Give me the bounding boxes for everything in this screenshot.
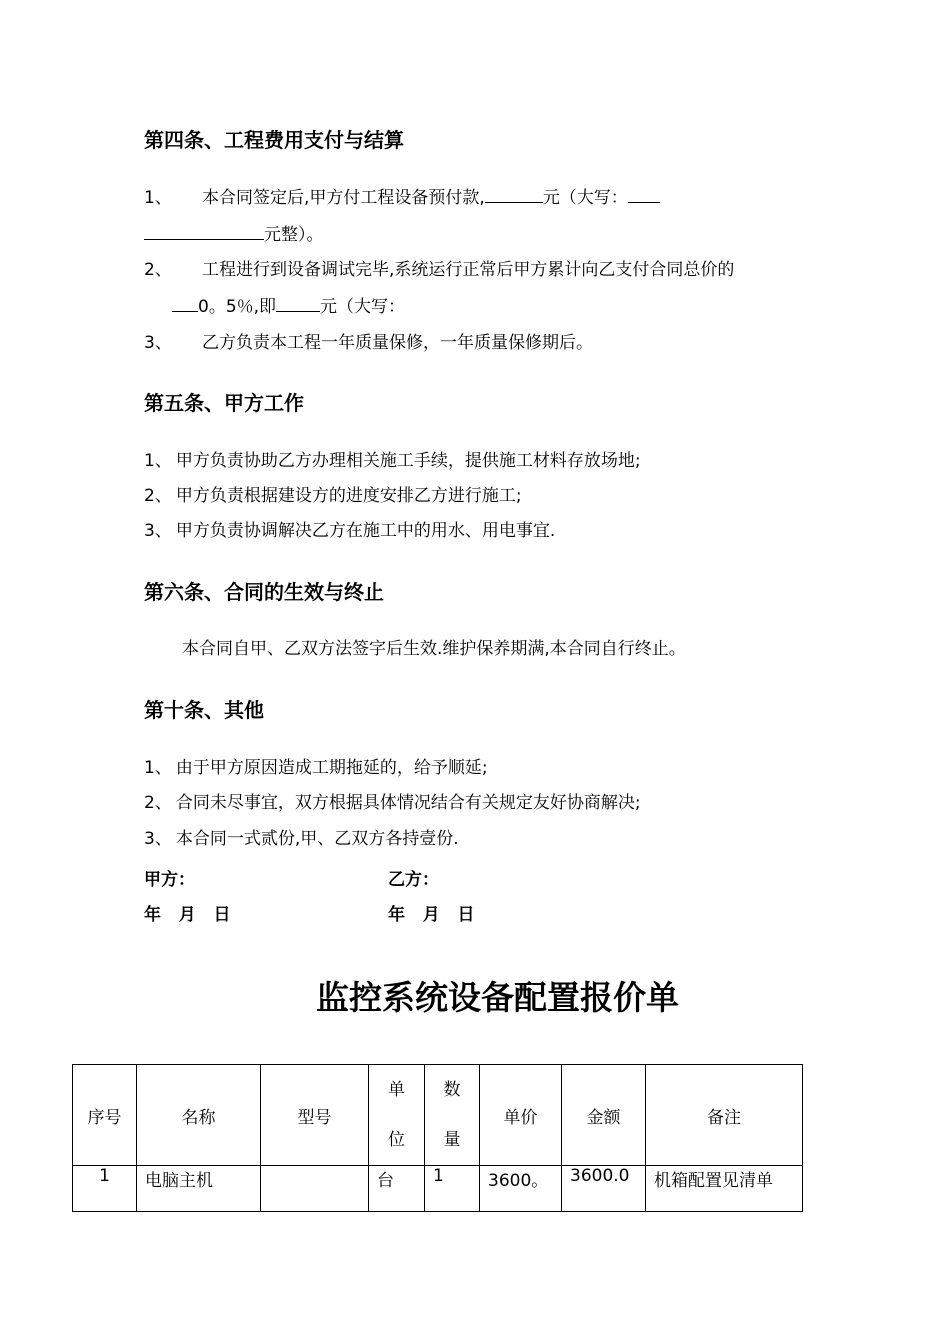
- item-text: 甲方负责协助乙方办理相关施工手续，提供施工材料存放场地;: [175, 451, 641, 471]
- quote-title: 监控系统设备配置报价单: [316, 978, 679, 1017]
- header-amount: 金额: [562, 1065, 646, 1166]
- section10-heading: 第十条、其他: [144, 698, 264, 722]
- item-number: 3、: [144, 829, 172, 849]
- section4-item-2: [144, 260, 734, 280]
- item-text: 甲方负责协调解决乙方在施工中的用水、用电事宜.: [175, 521, 556, 541]
- item-text: 元（大写：: [542, 188, 628, 208]
- header-name: 名称: [137, 1065, 261, 1166]
- item-text: 元整）。: [264, 225, 324, 245]
- header-unit: [369, 1065, 425, 1166]
- section4-item-2-cont: [172, 297, 405, 317]
- party-b-date: 年 月 日: [388, 905, 475, 925]
- section4-item-3: [144, 333, 593, 353]
- item-number: 1、: [144, 758, 172, 778]
- item-text: 乙方负责本工程一年质量保修，一年质量保修期后。: [202, 333, 593, 353]
- blank-field: [628, 188, 660, 203]
- cell-amount: 3600.0: [562, 1166, 646, 1212]
- header-unit-line1: 单: [388, 1080, 405, 1100]
- cell-model: [261, 1166, 369, 1212]
- header-price: 单价: [480, 1065, 562, 1166]
- section4-heading: 第四条、工程费用支付与结算: [144, 128, 404, 152]
- item-number: 3、: [144, 521, 172, 541]
- section5-item-2: [144, 486, 522, 506]
- item-text: 0。5％,即: [198, 297, 277, 317]
- item-number: 1、: [144, 451, 172, 471]
- header-unit-line2: 位: [388, 1130, 405, 1150]
- item-text: 本合同签定后,甲方付工程设备预付款,: [202, 188, 485, 208]
- header-seq: 序号: [73, 1065, 137, 1166]
- header-qty-line1: 数: [443, 1080, 461, 1100]
- party-a-label: 甲方：: [144, 870, 195, 890]
- header-qty-line2: 量: [443, 1130, 461, 1150]
- section5-item-3: [144, 521, 555, 541]
- section5-heading: 第五条、甲方工作: [144, 391, 304, 415]
- item-text: 工程进行到设备调试完毕,系统运行正常后甲方累计向乙支付合同总价的: [202, 260, 735, 280]
- cell-unit: 台: [369, 1166, 425, 1212]
- blank-field: [144, 225, 264, 240]
- item-number: 2、: [144, 260, 172, 280]
- party-a-date: 年 月 日: [144, 905, 231, 925]
- item-text: 元（大写：: [320, 297, 406, 317]
- header-remark: 备注: [646, 1065, 803, 1166]
- item-number: 1、: [144, 188, 172, 208]
- item-number: 3、: [144, 333, 172, 353]
- header-model: 型号: [261, 1065, 369, 1166]
- blank-field: [485, 188, 543, 203]
- cell-name: 电脑主机: [137, 1166, 261, 1212]
- section4-item-1-cont: [144, 225, 324, 245]
- section10-item-1: [144, 758, 488, 778]
- cell-price: 3600。: [480, 1166, 562, 1212]
- blank-field: [276, 297, 320, 312]
- cell-qty: 1: [425, 1166, 480, 1212]
- section4-item-1: [144, 188, 660, 208]
- blank-field: [172, 297, 198, 312]
- cell-remark: 机箱配置见清单: [646, 1166, 803, 1212]
- item-number: 2、: [144, 486, 172, 506]
- table-header-row: [73, 1065, 803, 1166]
- section5-item-1: [144, 451, 641, 471]
- section10-item-3: [144, 829, 459, 849]
- table-row: [73, 1166, 803, 1212]
- section10-item-2: [144, 793, 641, 813]
- party-b-label: 乙方：: [388, 870, 439, 890]
- item-text: 由于甲方原因造成工期拖延的，给予顺延;: [175, 758, 488, 778]
- cell-seq: 1: [73, 1166, 137, 1212]
- section6-heading: 第六条、合同的生效与终止: [144, 580, 384, 604]
- section6-text: 本合同自甲、乙双方法签字后生效.维护保养期满,本合同自行终止。: [182, 639, 686, 659]
- item-text: 合同未尽事宜，双方根据具体情况结合有关规定友好协商解决;: [175, 793, 641, 813]
- quote-table: [72, 1064, 803, 1212]
- item-text: 本合同一式贰份,甲、乙双方各持壹份.: [175, 829, 459, 849]
- item-number: 2、: [144, 793, 172, 813]
- header-qty: [425, 1065, 480, 1166]
- item-text: 甲方负责根据建设方的进度安排乙方进行施工;: [175, 486, 522, 506]
